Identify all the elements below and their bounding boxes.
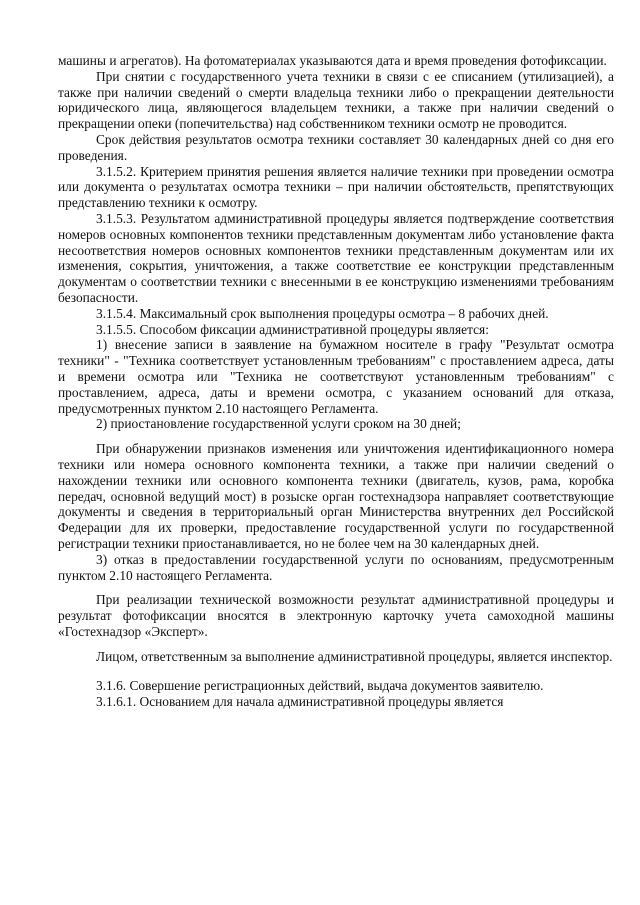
list-item-1-record-entry: 1) внесение записи в заявление на бумажном носителе в графу "Результат осмотра техники" - "Техника соответствует установленным требованиям" с проставлением адреса, даты и времени осмотра или "Техника не соответствуют установленным требованиям" с проставлением, адреса, даты и времени осмотра, с указанием оснований для отказа, предусмотренных пунктом 2.10 настоящего Регламента. bbox=[58, 337, 614, 416]
paragraph-photo-fixation-tail: машины и агрегатов). На фотоматериалах указываются дата и время проведения фотофиксации. bbox=[58, 53, 607, 68]
list-item-2-suspension: 2) приостановление государственной услуги сроком на 30 дней; bbox=[96, 416, 461, 432]
paragraph-inspection-validity: Срок действия результатов осмотра техники составляет 30 календарных дней со дня его проведения. bbox=[58, 131, 614, 163]
section-heading-3-1-6: 3.1.6. Совершение регистрационных действий, выдача документов заявителю. bbox=[96, 678, 544, 694]
document-page bbox=[58, 53, 614, 710]
paragraph-no-inspection-cases: При снятии с государственного учета техники в связи с ее списанием (утилизацией), а также при наличии сведений о смерти владельца техники либо о прекращении деятельности юридического лица, являющегося владельцем техники, а также при наличии сведений о прекращении опеки (попечительства) над собственником техники осмотр не проводится. bbox=[58, 68, 614, 132]
paragraph-identification-number-changes: При обнаружении признаков изменения или уничтожения идентификационного номера техники или номера основного компонента техники, а также при наличии сведений о нахождении техники или основного компонента техники (двигатель, кузов, рама, коробка передач, основной ведущий мост) в розыске орган гостехнадзора направляет соответствующие документы и сведения в территориальный орган Министерства внутренних дел Российской Федерации для их проверки, предоставление государственной услуги по государственной регистрации техники приостанавливается, но не более чем на 30 календарных дней. bbox=[58, 441, 614, 551]
paragraph-responsible-person: Лицом, ответственным за выполнение административной процедуры, является инспектор. bbox=[96, 648, 613, 664]
paragraph-3-1-5-4: 3.1.5.4. Максимальный срок выполнения процедуры осмотра – 8 рабочих дней. bbox=[96, 305, 549, 321]
paragraph-3-1-5-3: 3.1.5.3. Результатом административной процедуры является подтверждение соответствия номеров основных компонентов техники представленным документам либо установление факта несоответствия номеров основных компонентов техники представленным документам или их изменения, сокрытия, уничтожения, а также соответствие ее конструкции представленным документам о соответствии техники с внесенными в ее конструкцию изменениями требованиям безопасности. bbox=[58, 210, 614, 305]
list-item-3-refusal: 3) отказ в предоставлении государственной услуги по основаниям, предусмотренным пунктом 2.10 настоящего Регламента. bbox=[58, 551, 614, 583]
paragraph-3-1-5-5: 3.1.5.5. Способом фиксации административной процедуры является: bbox=[96, 321, 489, 337]
paragraph-3-1-5-2: 3.1.5.2. Критерием принятия решения является наличие техники при проведении осмотра или документа о результатах осмотра техники – при наличии обстоятельств, препятствующих представлению техники к осмотру. bbox=[58, 163, 614, 211]
paragraph-electronic-card: При реализации технической возможности результат административной процедуры и результат фотофиксации вносятся в электронную карточку учета самоходной машины «Гостехнадзор «Эксперт». bbox=[58, 592, 614, 639]
paragraph-3-1-6-1: 3.1.6.1. Основанием для начала административной процедуры является bbox=[96, 694, 504, 710]
